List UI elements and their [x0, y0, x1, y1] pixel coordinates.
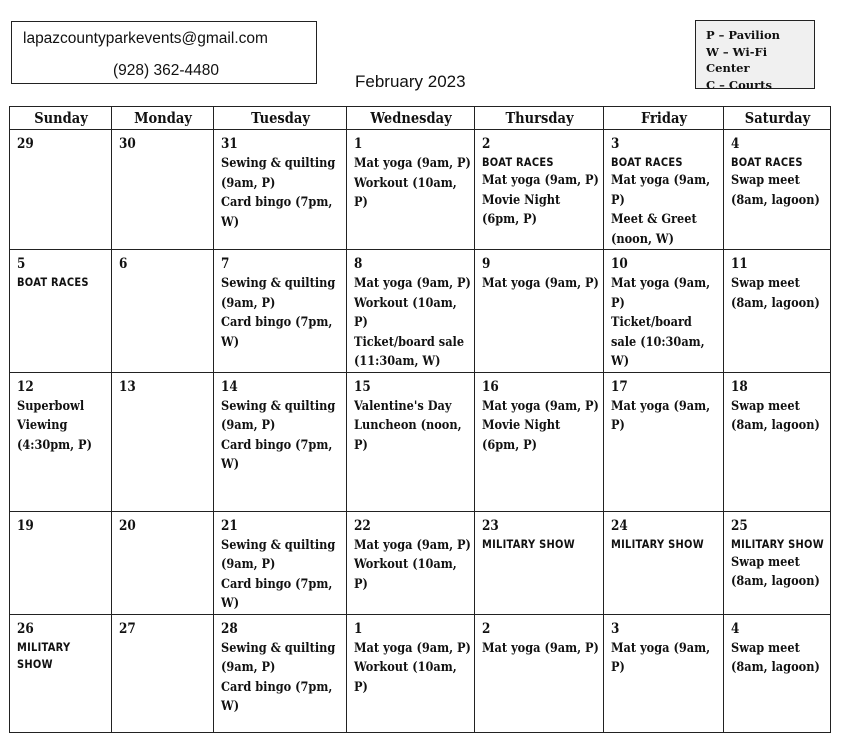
day-cell[interactable] [724, 130, 831, 250]
day-cell[interactable] [10, 614, 112, 732]
day-cell-content [17, 620, 109, 673]
calendar-body [10, 130, 831, 733]
day-cell-content [221, 255, 344, 352]
featured-event: MILITARY SHOW [482, 536, 575, 551]
event-item: Workout (10am, P) [354, 175, 457, 210]
day-number: 18 [731, 378, 748, 395]
day-cell-content [731, 378, 828, 436]
contact-box [11, 21, 317, 84]
day-number: 26 [17, 620, 34, 637]
day-number: 14 [221, 378, 238, 395]
week-row [10, 250, 831, 373]
event-item: Mat yoga (9am, P) [354, 276, 471, 291]
day-cell[interactable] [10, 130, 112, 250]
event-item: Ticket/board sale (11:30am, W) [354, 334, 465, 369]
event-item: Mat yoga (9am, P) [611, 398, 711, 433]
day-cell[interactable] [604, 511, 724, 614]
day-cell-content [17, 255, 109, 291]
day-cell-content [119, 135, 211, 154]
legend-item-courts: C – Courts [706, 77, 772, 92]
day-number: 28 [221, 620, 238, 637]
day-number: 3 [611, 620, 620, 637]
day-cell-content [17, 378, 109, 456]
day-cell-content [354, 135, 472, 213]
event-item: Card bingo (7pm, W) [221, 437, 333, 472]
day-cell-content [611, 135, 721, 249]
day-cell[interactable] [214, 250, 347, 373]
day-number: 6 [119, 256, 128, 272]
day-cell[interactable] [475, 614, 604, 732]
event-item: Workout (10am, P) [354, 295, 457, 330]
day-number: 11 [731, 256, 748, 272]
day-cell[interactable] [604, 250, 724, 373]
day-number: 8 [354, 256, 363, 272]
day-number: 9 [482, 256, 491, 272]
day-number: 2 [482, 620, 491, 637]
day-cell[interactable] [112, 130, 214, 250]
day-cell[interactable] [604, 130, 724, 250]
day-cell-content [731, 517, 828, 592]
day-cell-content [482, 517, 601, 553]
contact-email[interactable]: lapazcountyparkevents@gmail.com [23, 30, 268, 47]
event-item: Movie Night (6pm, P) [482, 418, 561, 453]
day-cell-content [221, 378, 344, 475]
day-cell[interactable] [10, 372, 112, 511]
event-item: Swap meet (8am, lagoon) [731, 554, 820, 589]
weekday-header: Sunday [15, 107, 107, 130]
event-item: Mat yoga (9am, P) [482, 276, 599, 291]
day-cell-content [611, 517, 721, 553]
day-cell[interactable] [604, 614, 724, 732]
featured-event: MILITARY SHOW [17, 639, 71, 671]
day-cell[interactable] [112, 511, 214, 614]
day-number: 10 [611, 256, 628, 272]
day-number: 5 [17, 256, 26, 272]
day-cell[interactable] [604, 372, 724, 511]
day-cell-content [482, 378, 601, 456]
event-item: Mat yoga (9am, P) [354, 640, 471, 656]
day-cell[interactable] [10, 250, 112, 373]
weekday-header: Saturday [729, 107, 825, 130]
event-item: Sewing & quilting (9am, P) [221, 276, 336, 311]
event-item: Sewing & quilting (9am, P) [221, 156, 336, 191]
day-number: 7 [221, 256, 230, 272]
day-cell[interactable] [347, 250, 475, 373]
day-number: 27 [119, 620, 136, 637]
event-item: Sewing & quilting (9am, P) [221, 640, 336, 675]
featured-event: BOAT RACES [17, 275, 89, 289]
day-cell-content [731, 255, 828, 313]
event-item: Movie Night (6pm, P) [482, 192, 561, 227]
weekday-header: Thursday [481, 107, 597, 130]
legend-item-pavilion: P – Pavilion [706, 28, 781, 42]
featured-event: MILITARY SHOW [611, 536, 704, 551]
day-cell-content [17, 135, 109, 154]
event-item: Mat yoga (9am, P) [354, 537, 471, 553]
day-cell-content [119, 255, 211, 274]
day-cell-content [611, 378, 721, 436]
day-number: 25 [731, 517, 748, 534]
day-number: 1 [354, 136, 363, 152]
event-item: Card bingo (7pm, W) [221, 195, 333, 230]
day-number: 3 [611, 136, 620, 152]
event-item: Mat yoga (9am, P) [482, 173, 599, 188]
day-cell-content [611, 620, 721, 678]
weekday-header: Monday [117, 107, 209, 130]
day-cell-content [482, 255, 601, 294]
day-cell-content [482, 620, 601, 659]
legend-item-wifi-center: W – Wi-Fi Center [706, 44, 768, 75]
day-number: 4 [731, 136, 740, 152]
event-item: Superbowl Viewing (4:30pm, P) [17, 398, 92, 453]
weekday-header: Tuesday [220, 107, 340, 130]
day-cell[interactable] [724, 614, 831, 732]
day-number: 2 [482, 136, 491, 152]
day-cell[interactable] [112, 372, 214, 511]
day-cell[interactable] [214, 130, 347, 250]
day-number: 1 [354, 620, 363, 637]
day-number: 19 [17, 517, 34, 534]
day-cell-content [221, 517, 344, 614]
day-number: 21 [221, 517, 238, 534]
day-cell-content [354, 517, 472, 595]
week-row [10, 372, 831, 511]
day-cell-content [119, 517, 211, 536]
day-cell[interactable] [475, 511, 604, 614]
day-number: 29 [17, 136, 34, 152]
day-number: 16 [482, 378, 499, 395]
week-row [10, 511, 831, 614]
day-cell[interactable] [475, 250, 604, 373]
day-cell[interactable] [214, 372, 347, 511]
featured-event: BOAT RACES [482, 155, 554, 169]
day-cell[interactable] [347, 130, 475, 250]
day-number: 12 [17, 378, 34, 395]
event-item: Valentine's Day Luncheon (noon, P) [354, 398, 462, 453]
event-item: Ticket/board sale (10:30am, W) [611, 315, 705, 369]
day-cell[interactable] [724, 372, 831, 511]
event-item: Workout (10am, P) [354, 660, 457, 695]
event-item: Card bingo (7pm, W) [221, 576, 333, 611]
day-cell[interactable] [347, 614, 475, 732]
event-item: Swap meet (8am, lagoon) [731, 398, 820, 433]
day-cell[interactable] [347, 511, 475, 614]
day-cell[interactable] [214, 511, 347, 614]
day-cell[interactable] [724, 511, 831, 614]
page-title: February 2023 [355, 72, 466, 91]
day-cell[interactable] [112, 250, 214, 373]
event-item: Swap meet (8am, lagoon) [731, 173, 820, 208]
day-cell[interactable] [347, 372, 475, 511]
event-item: Mat yoga (9am, P) [611, 173, 711, 208]
weekday-header-row [10, 107, 831, 130]
event-item: Mat yoga (9am, P) [611, 640, 711, 675]
featured-event: MILITARY SHOW [731, 536, 824, 551]
day-cell[interactable] [475, 372, 604, 511]
calendar-table [9, 106, 831, 733]
event-item: Mat yoga (9am, P) [354, 156, 471, 171]
event-item: Workout (10am, P) [354, 557, 457, 592]
day-cell-content [354, 255, 472, 372]
day-cell-content [354, 378, 472, 456]
day-cell-content [119, 378, 211, 397]
day-cell-content [731, 620, 828, 678]
day-cell-content [221, 135, 344, 232]
event-item: Swap meet (8am, lagoon) [731, 640, 820, 675]
day-cell[interactable] [724, 250, 831, 373]
event-item: Mat yoga (9am, P) [482, 398, 599, 414]
day-number: 31 [221, 136, 238, 152]
featured-event: BOAT RACES [731, 155, 803, 169]
day-cell[interactable] [112, 614, 214, 732]
day-cell[interactable] [214, 614, 347, 732]
event-item: Sewing & quilting (9am, P) [221, 398, 336, 433]
day-number: 17 [611, 378, 628, 395]
day-cell-content [221, 620, 344, 717]
weekday-header: Friday [610, 107, 718, 130]
day-number: 30 [119, 136, 136, 152]
day-number: 23 [482, 517, 499, 534]
day-number: 13 [119, 378, 136, 395]
day-number: 20 [119, 517, 136, 534]
featured-event: BOAT RACES [611, 155, 683, 169]
contact-phone: (928) 362-4480 [113, 62, 219, 79]
day-number: 4 [731, 620, 740, 637]
day-cell[interactable] [475, 130, 604, 250]
day-cell-content [119, 620, 211, 639]
day-cell-content [17, 517, 109, 536]
day-cell-content [731, 135, 828, 210]
day-cell-content [354, 620, 472, 698]
day-cell-content [611, 255, 721, 372]
legend-box [695, 20, 815, 92]
week-row [10, 130, 831, 250]
event-item: Sewing & quilting (9am, P) [221, 537, 336, 572]
day-number: 15 [354, 378, 371, 395]
event-item: Meet & Greet (noon, W) [611, 212, 697, 247]
day-number: 22 [354, 517, 371, 534]
event-item: Card bingo (7pm, W) [221, 679, 333, 714]
day-cell[interactable] [10, 511, 112, 614]
weekday-header: Wednesday [353, 107, 468, 130]
day-number: 24 [611, 517, 628, 534]
week-row [10, 614, 831, 732]
event-item: Swap meet (8am, lagoon) [731, 276, 820, 311]
event-item: Mat yoga (9am, P) [482, 640, 599, 656]
event-item: Card bingo (7pm, W) [221, 315, 333, 350]
event-item: Mat yoga (9am, P) [611, 276, 711, 311]
day-cell-content [482, 135, 601, 230]
